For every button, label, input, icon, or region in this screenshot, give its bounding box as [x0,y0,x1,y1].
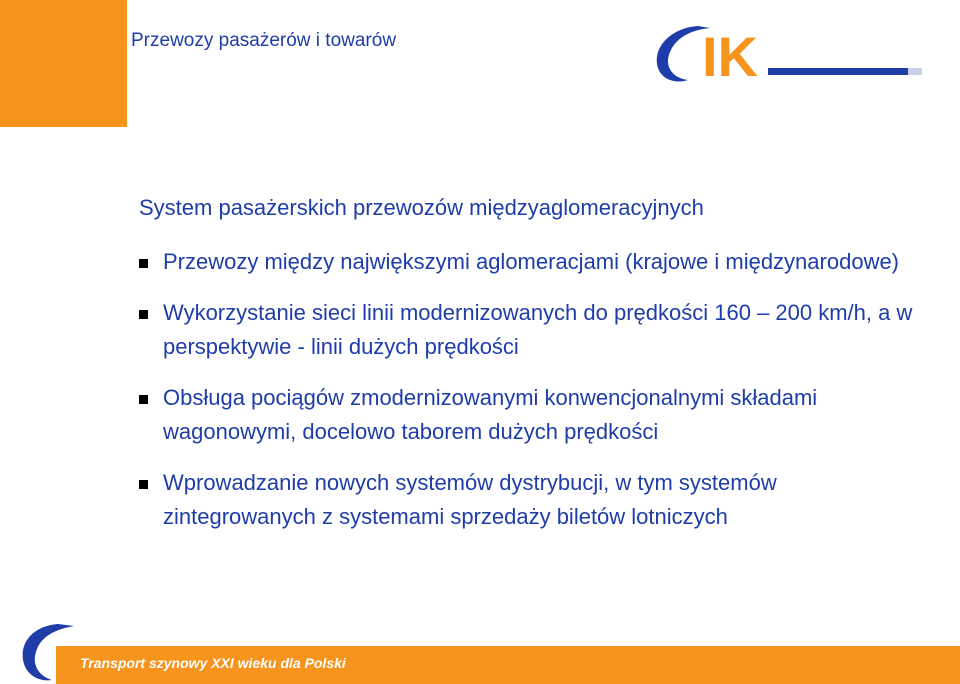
bullet-text: Przewozy między największymi aglomeracjami (krajowe i międzynarodowe) [163,249,900,274]
square-bullet-icon [139,480,148,489]
header-title: Przewozy pasażerów i towarów [131,30,397,51]
bullet-item [139,381,919,449]
slide-content [139,193,919,551]
bullet-text: Wykorzystanie sieci linii modernizowanych do prędkości 160 – 200 km/h, a w perspektywie - linii dużych prędkości [163,300,913,359]
bullet-text: Wprowadzanie nowych systemów dystrybucji, w tym systemów zintegrowanych z systemami sprzedaży biletów lotniczych [163,470,777,529]
bullet-item [139,466,919,534]
bullet-item [139,296,919,364]
square-bullet-icon [139,310,148,319]
bullet-text: Obsługa pociągów zmodernizowanymi konwencjonalnymi składami wagonowymi, docelowo taborem dużych prędkości [163,385,818,444]
slide-heading: System pasażerskich przewozów międzyaglomeracyjnych [139,195,704,220]
footer-text: Transport szynowy XXI wieku dla Polski [80,655,346,671]
bullet-item [139,245,919,279]
ik-logo [650,18,930,88]
square-bullet-icon [139,395,148,404]
logo-bar-fade [908,68,922,75]
logo-text: IK [702,25,758,88]
bullet-list [139,245,919,534]
header-orange-block [0,0,127,127]
square-bullet-icon [139,259,148,268]
logo-bar [768,68,908,75]
